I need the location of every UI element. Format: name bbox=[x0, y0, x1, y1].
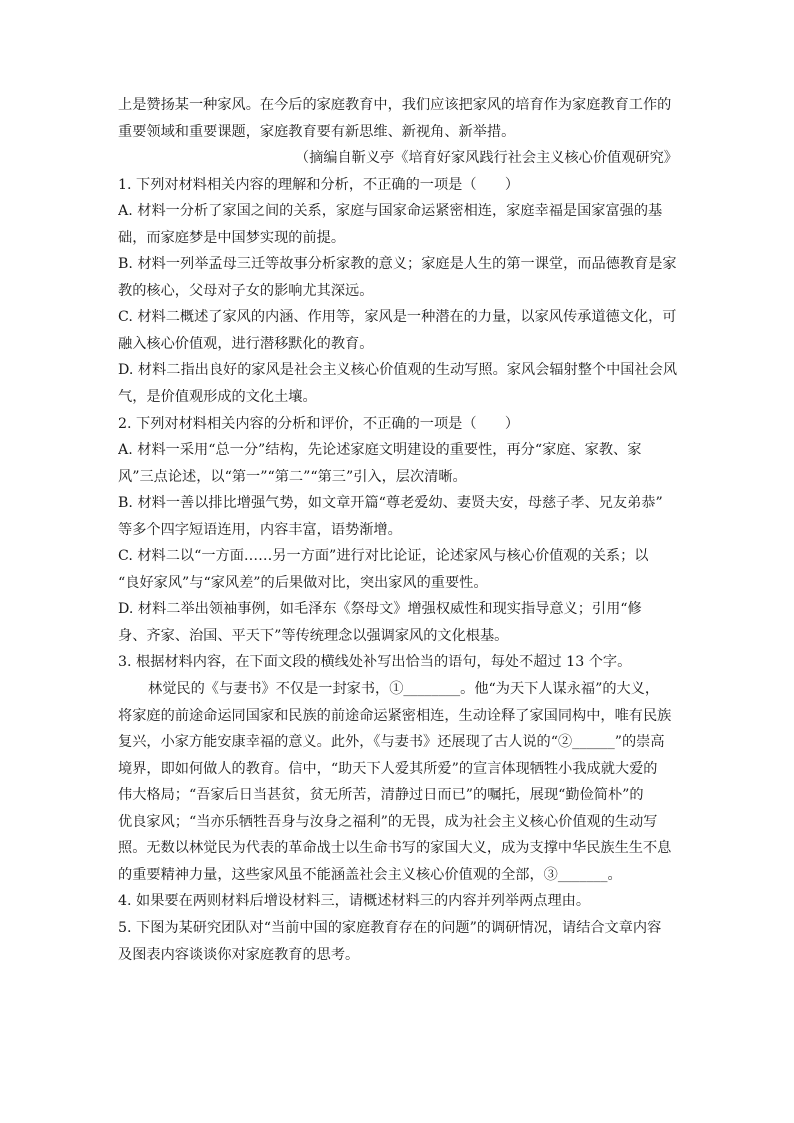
question-2-option-b-line-2: 等多个四字短语连用，内容丰富，语势渐增。 bbox=[118, 521, 402, 538]
question-3-passage-line-5: 伟大格局；“吾家后日当甚贫，贫无所苦，清静过日而已”的嘱托，展现“勤俭简朴”的 bbox=[118, 787, 644, 804]
question-2-stem: 2. 下列对材料相关内容的分析和评价，不正确的一项是（ ） bbox=[118, 415, 520, 432]
question-1-option-d-line-1: D. 材料二指出良好的家风是社会主义核心价值观的生动写照。家风会辐射整个中国社会风 bbox=[118, 362, 678, 379]
question-2-option-a-line-1: A. 材料一采用“总一分”结构，先论述家庭文明建设的重要性，再分“家庭、家教、家 bbox=[118, 442, 642, 459]
question-1-stem: 1. 下列对材料相关内容的理解和分析，不正确的一项是（ ） bbox=[118, 176, 520, 193]
question-4-stem: 4. 如果要在两则材料后增设材料三，请概述材料三的内容并列举两点理由。 bbox=[118, 893, 591, 910]
question-3-passage-line-2: 将家庭的前途命运同国家和民族的前途命运紧密相连，生动诠释了家国同构中，唯有民族 bbox=[118, 707, 672, 724]
question-3-stem: 3. 根据材料内容，在下面文段的横线处补写出恰当的语句，每处不超过 13 个字。 bbox=[118, 654, 632, 671]
question-2-option-d-line-1: D. 材料二举出领袖事例，如毛泽东《祭母文》增强权威性和现实指导意义；引用“修 bbox=[118, 601, 642, 618]
question-1-option-b-line-2: 教的核心，父母对子女的影响尤其深远。 bbox=[118, 282, 374, 299]
question-2-option-c-line-2: “良好家风”与“家风差”的后果做对比，突出家风的重要性。 bbox=[118, 574, 488, 591]
question-1-option-d-line-2: 气，是价值观形成的文化土壤。 bbox=[118, 389, 317, 406]
question-1-option-b-line-1: B. 材料一列举孟母三迁等故事分析家教的意义；家庭是人生的第一课堂，而品德教育是家 bbox=[118, 256, 677, 273]
question-5-line-2: 及图表内容谈谈你对家庭教育的思考。 bbox=[118, 946, 360, 963]
question-2-option-c-line-1: C. 材料二以“一方面……另一方面”进行对比论证，论述家风与核心价值观的关系；以 bbox=[118, 548, 649, 565]
question-3-passage-line-1: 林觉民的《与妻书》不仅是一封家书，①________。他“为天下人谋永福”的大义， bbox=[148, 681, 660, 698]
question-2-option-d-line-2: 身、齐家、治国、平天下”等传统理念以强调家风的文化根基。 bbox=[118, 627, 509, 644]
question-3-passage-line-3: 复兴，小家方能安康幸福的意义。此外，《与妻书》还展现了古人说的“②______”的崇高 bbox=[118, 734, 665, 751]
source-citation: （摘编自靳义亭《培育好家风践行社会主义核心价值观研究》 bbox=[294, 150, 678, 167]
question-3-passage-line-6: 优良家风；“当亦乐牺牲吾身与汝身之福利”的无畏，成为社会主义核心价值观的生动写 bbox=[118, 813, 658, 830]
question-1-option-a-line-1: A. 材料一分析了家国之间的关系，家庭与国家命运紧密相连，家庭幸福是国家富强的基 bbox=[118, 203, 663, 220]
question-3-passage-line-8: 的重要精神力量，这些家风虽不能涵盖社会主义核心价值观的全部，③_______。 bbox=[118, 866, 622, 883]
intro-line-1: 上是赞扬某一种家风。在今后的家庭教育中，我们应该把家风的培育作为家庭教育工作的 bbox=[118, 97, 672, 113]
document-page bbox=[118, 92, 678, 968]
question-2-option-a-line-2: 风”三点论述，以“第一”“第二”“第三”引入，层次清晰。 bbox=[118, 468, 467, 485]
question-5-line-1: 5. 下图为某研究团队对“当前中国的家庭教育存在的问题”的调研情况，请结合文章内容 bbox=[118, 919, 662, 936]
intro-line-2: 重要领域和重要课题，家庭教育要有新思维、新视角、新举措。 bbox=[118, 123, 516, 140]
question-1-option-a-line-2: 础，而家庭梦是中国梦实现的前提。 bbox=[118, 229, 346, 246]
question-2-option-b-line-1: B. 材料一善以排比增强气势，如文章开篇“尊老爱幼、妻贤夫安，母慈子孝、兄友弟恭” bbox=[118, 495, 663, 512]
question-3-passage-line-7: 照。无数以林觉民为代表的革命战士以生命书写的家国大义，成为支撑中华民族生生不息 bbox=[118, 840, 672, 857]
question-3-passage-line-4: 境界，即如何做人的教育。信中，“助天下人爱其所爱”的宣言体现牺牲小我成就大爱的 bbox=[118, 760, 658, 777]
question-1-option-c-line-1: C. 材料二概述了家风的内涵、作用等，家风是一种潜在的力量，以家风传承道德文化，可 bbox=[118, 309, 677, 326]
question-1-option-c-line-2: 融入核心价值观，进行潜移默化的教育。 bbox=[118, 335, 374, 352]
